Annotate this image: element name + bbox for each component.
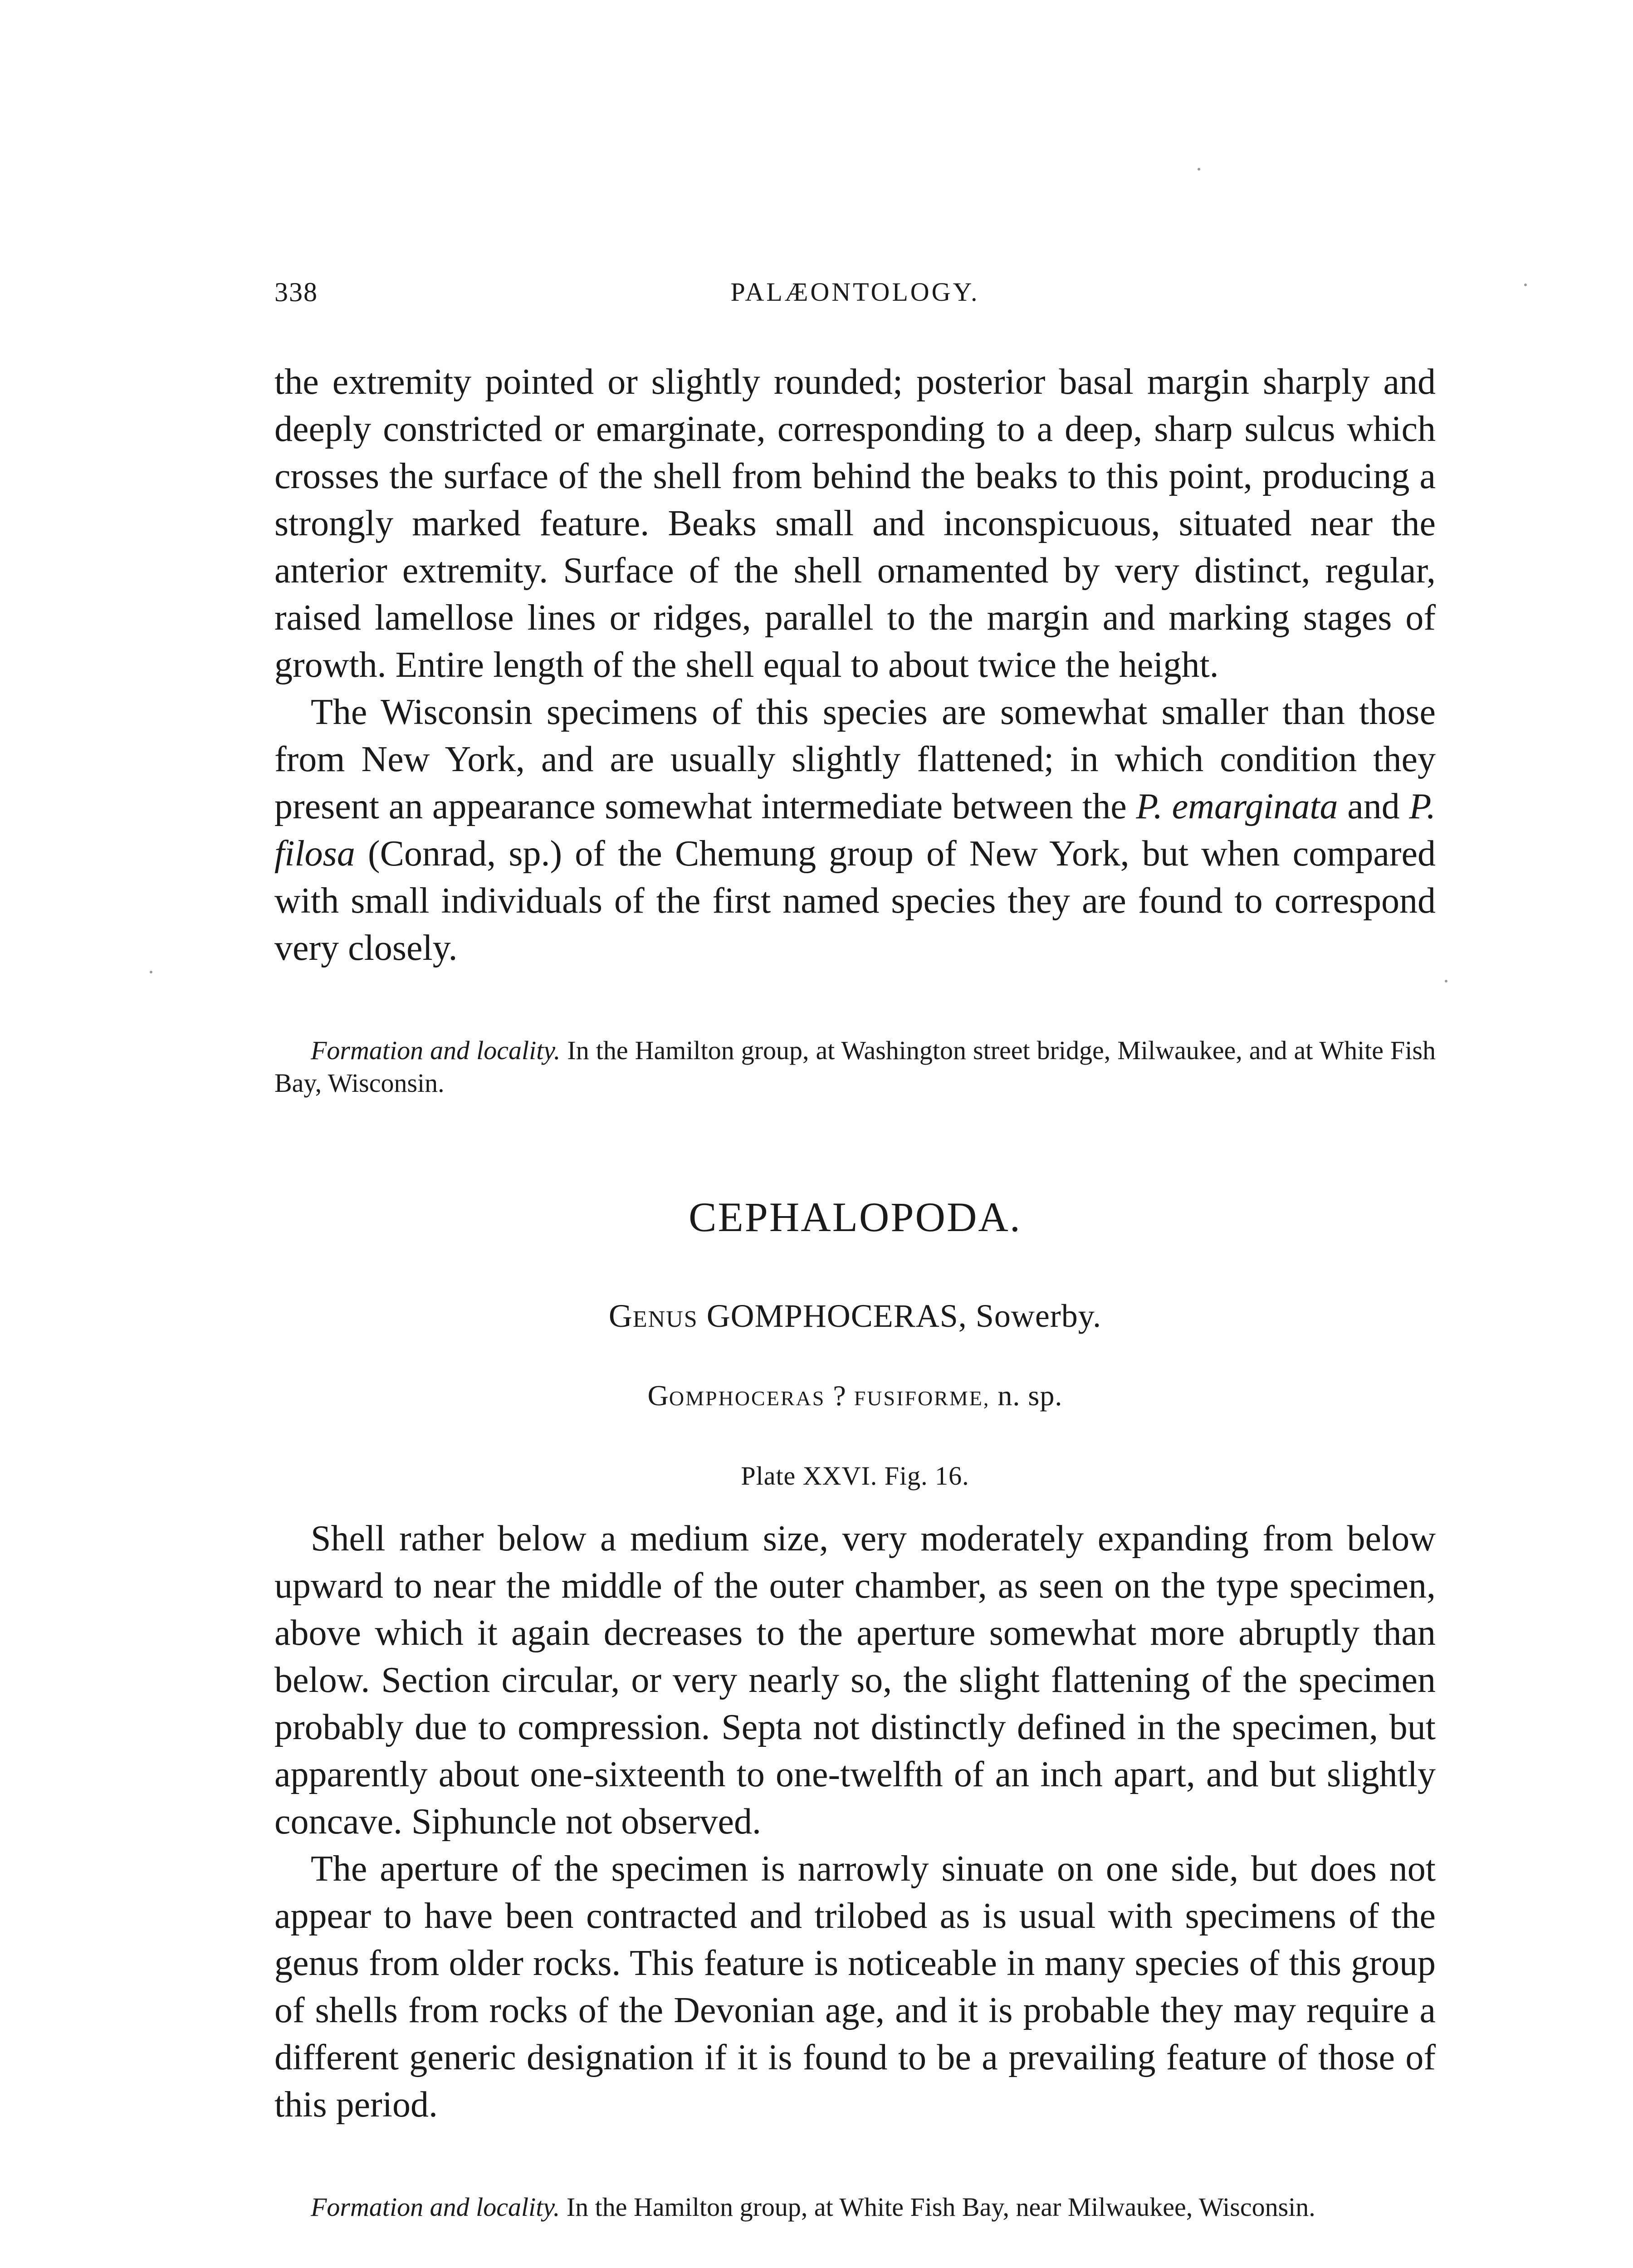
species-heading: GOMPHOCERAS ? FUSIFORME, n. sp. [647,1379,1063,1412]
continued-description [274,358,1436,972]
species-name-emarginata: P. emarginata [1136,787,1338,826]
description-paragraph-1: the extremity pointed or slightly rounded; posterior basal margin sharply and deeply constricted or emarginate, corresponding to a deep, sharp sulcus which crosses the surface of the shell from behind the beaks to this point, producing a strongly marked feature. Beaks small and inconspicuous, situated near the anterior extremity. Surface of the shell ornamented by very distinct, regular, raised lamellose lines or ridges, parallel to the margin and marking stages of growth. Entire length of the shell equal to about twice the height. [274,362,1436,685]
paper-speck [150,971,152,973]
plate-reference: Plate XXVI. Fig. 16. [741,1461,969,1491]
paper-speck [1524,284,1527,286]
species-description [274,1515,1436,2128]
running-title: PALÆONTOLOGY. [730,277,980,307]
locality-note-2 [274,2191,1436,2224]
locality-note-lead: Formation and locality. [311,2192,560,2222]
genus-heading: GENUS GOMPHOCERAS, Sowerby. [608,1298,1102,1334]
locality-note-text: In the Hamilton group, at White Fish Bay, near Milwaukee, Wisconsin. [560,2192,1315,2222]
running-head [274,277,1436,318]
genus-name: GOMPHOCERAS, [706,1298,967,1334]
species-description-paragraph-2: The aperture of the specimen is narrowly sinuate on one side, but does not appear to have been contracted and trilobed as is usual with specimens of the genus from older rocks. This feature is noticeable in many species of this group of shells from rocks of the Devonian age, and it is probable they may require a different generic designation if it is found to be a prevailing feature of those of this period. [274,1849,1436,2125]
locality-note-lead: Formation and locality. [311,1036,561,1065]
paper-speck [1445,980,1447,982]
section-title: CEPHALOPODA. [689,1194,1022,1240]
locality-note-1 [274,1034,1436,1100]
species-status: n. sp. [997,1379,1063,1412]
locality-note-text: In the Hamilton group, at Washington street bridge, Milwaukee, and at White Fish Bay, Wisconsin. [274,1036,1436,1098]
page-number: 338 [274,277,318,307]
species-name-filosa: P. filosa [274,787,1436,874]
species-description-paragraph-1: Shell rather below a medium size, very moderately expanding from below upward to near the middle of the outer chamber, as seen on the type specimen, above which it again decreases to the aperture somewhat more abruptly than below. Section circular, or very nearly so, the slight flattening of the specimen probably due to compression. Septa not distinctly defined in the specimen, but apparently about one-sixteenth to one-twelfth of an inch apart, and but slightly concave. Siphuncle not observed. [274,1519,1436,1842]
genus-author: Sowerby. [975,1298,1102,1334]
paper-speck [1198,168,1200,171]
description-paragraph-2: The Wisconsin specimens of this species are somewhat smaller than those from New York, and are usually slightly flattened; in which condition they present an appearance somewhat intermediate between the P. emarginata and P. filosa (Conrad, sp.) of the Chemung group of New York, but when compared with small individuals of the first named species they are found to correspond very closely. [274,692,1436,968]
